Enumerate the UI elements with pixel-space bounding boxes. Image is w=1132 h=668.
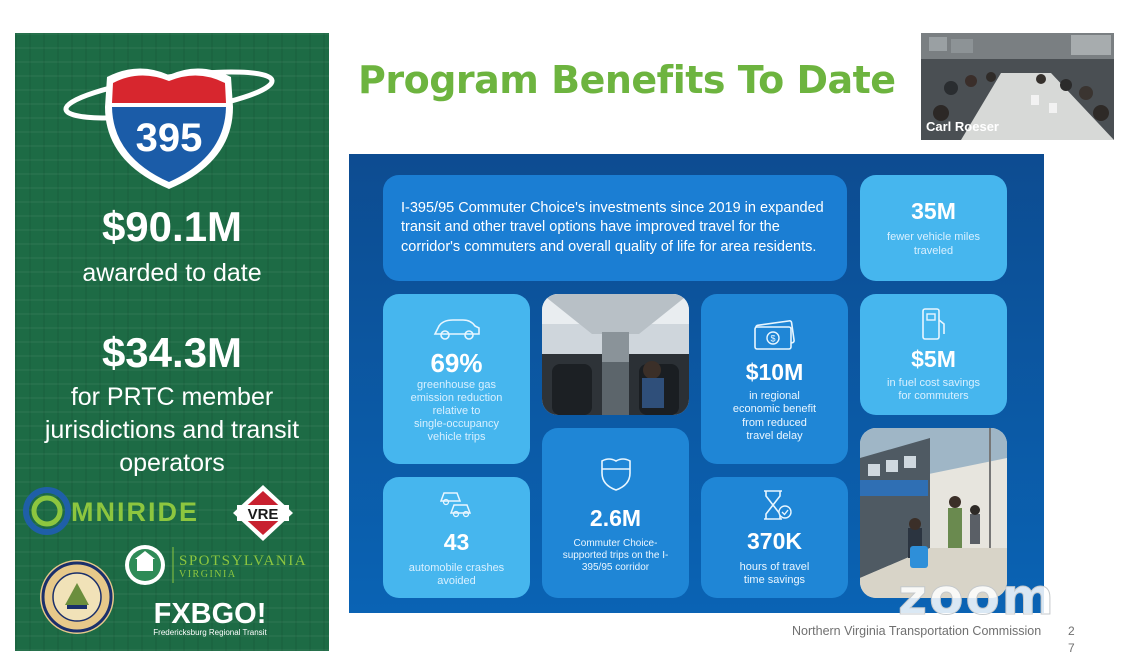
vre-logo [231, 483, 295, 543]
slide-title: Program Benefits To Date [358, 58, 896, 102]
stat-econ-label-4: travel delay [746, 429, 803, 442]
footer-organization: Northern Virginia Transportation Commission [792, 624, 1042, 638]
participant-name: Carl Roeser [926, 119, 999, 134]
omniride-logo [23, 487, 213, 537]
amount-prtc-label-2: jurisdictions and transit [44, 416, 300, 444]
spotsylvania-text: SPOTSYLVANIA [179, 553, 308, 569]
stat-trips-label-2: supported trips on the I- [562, 549, 669, 561]
stat-ghg-label-4: single-occupancy [414, 418, 499, 431]
hourglass-icon [758, 488, 792, 522]
stat-crashes-value: 43 [443, 528, 470, 555]
stat-ghg-label-5: vehicle trips [427, 431, 486, 444]
stat-time-label-2: time savings [743, 574, 806, 586]
left-summary-panel [15, 33, 329, 651]
intro-card [383, 175, 847, 281]
svg-text:$: $ [769, 333, 776, 344]
spotsylvania-logo [123, 543, 323, 589]
stat-time-value: 370K [747, 527, 802, 554]
spotsylvania-subtext: VIRGINIA [179, 569, 237, 580]
stat-vmt-label-1: fewer vehicle miles [887, 231, 980, 244]
stat-time-label-1: hours of travel [739, 560, 810, 573]
amount-awarded-label: awarded to date [82, 259, 262, 287]
stat-trips-label-3: 395/95 corridor [581, 561, 650, 573]
stat-fuel-label-2: for commuters [898, 390, 969, 402]
stat-ghg-label-2: emission reduction [410, 391, 503, 404]
participant-video-tile[interactable] [921, 33, 1114, 140]
fxbgo-subtext: Fredericksburg Regional Transit [153, 628, 267, 637]
stat-card-econ [701, 294, 848, 464]
stat-econ-label-2: economic benefit [732, 403, 817, 416]
stat-trips-value: 2.6M [589, 504, 642, 531]
omniride-text: MNIRIDE [71, 497, 199, 527]
stat-econ-value: $10M [745, 359, 804, 386]
benefits-infographic [349, 154, 1044, 613]
page-number-line2: 7 [1068, 641, 1075, 655]
stat-card-vmt [860, 175, 1007, 281]
fxbgo-text: FXBGO! [153, 598, 267, 630]
stat-card-crashes [383, 477, 530, 598]
stat-fuel-value: $5M [911, 345, 956, 372]
stat-card-fuel [860, 294, 1007, 415]
money-icon [751, 315, 799, 353]
stat-ghg-label-1: greenhouse gas [417, 378, 496, 391]
vre-text: VRE [247, 506, 279, 523]
fuel-pump-icon [919, 306, 949, 342]
stat-vmt-label-2: traveled [913, 244, 954, 257]
stat-fuel-label-1: in fuel cost savings [887, 376, 980, 389]
stat-crashes-label-1: automobile crashes [408, 561, 505, 574]
stat-econ-label-3: from reduced [742, 416, 807, 429]
bus-interior-photo [542, 294, 689, 415]
fxbgo-logo [145, 595, 275, 639]
amount-awarded: $90.1M [101, 203, 243, 250]
amount-prtc-label-1: for PRTC member [70, 383, 274, 411]
intro-text: I-395/95 Commuter Choice's investments since 2019 in expanded transit and other travel options have improved travel for the corridor's commuters and overall quality of life for area residents. [401, 199, 824, 255]
highway-shield-icon [596, 453, 636, 493]
stat-econ-label-1: in regional [749, 390, 800, 403]
stat-crashes-label-2: avoided [437, 575, 476, 587]
zoom-watermark: zoom [898, 568, 1056, 626]
crash-icon [437, 487, 477, 519]
page-number-line1: 2 [1068, 624, 1075, 638]
stat-card-time [701, 477, 848, 598]
i395-shield-logo [63, 57, 275, 197]
amount-prtc: $34.3M [101, 329, 243, 376]
stat-card-trips [542, 428, 689, 598]
stat-card-ghg [383, 294, 530, 464]
stat-vmt-value: 35M [911, 198, 956, 225]
shield-number: 395 [135, 116, 203, 160]
stat-ghg-label-3: relative to [432, 404, 481, 417]
stat-trips-label-1: Commuter Choice- [573, 537, 658, 549]
prince-william-seal-logo [39, 559, 115, 635]
stat-ghg-value: 69% [430, 347, 483, 378]
car-icon [431, 314, 483, 342]
amount-prtc-label-3: operators [119, 449, 225, 477]
